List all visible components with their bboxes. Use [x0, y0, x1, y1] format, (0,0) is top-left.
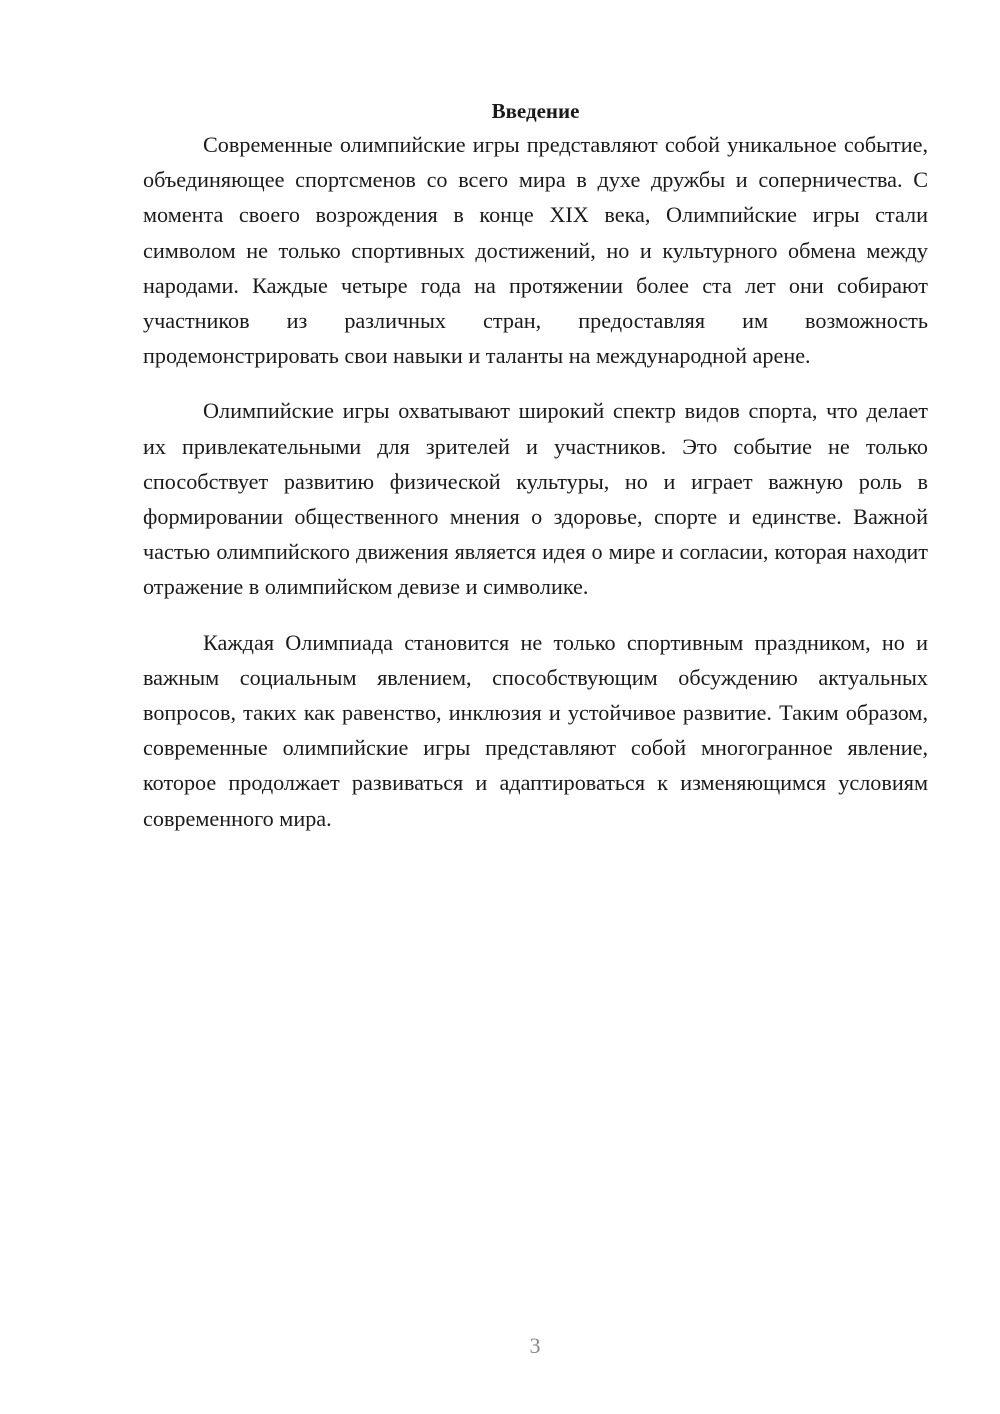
paragraph-1: Современные олимпийские игры представляют собой уникальное событие, объединяющее спортсменов со всего мира в духе дружбы и соперничества. С момента своего возрождения в конце XIX века, Олимпийские игры стали символом не только спортивных достижений, но и культурного обмена между народами. Каждые четыре года на протяжении более ста лет они собирают участников из различных стран, предоставляя им возможность продемонстрировать свои навыки и таланты на международной арене. [143, 132, 928, 369]
page-number: 3 [529, 1333, 541, 1358]
page-title: Введение [491, 99, 580, 123]
paragraph-2: Олимпийские игры охватывают широкий спектр видов спорта, что делает их привлекательными для зрителей и участников. Это событие не только способствует развитию физической культуры, но и играет важную роль в формировании общественного мнения о здоровье, спорте и единстве. Важной частью олимпийского движения является идея о мире и согласии, которая находит отражение в олимпийском девизе и символике. [143, 398, 928, 600]
paragraph-3: Каждая Олимпиада становится не только спортивным праздником, но и важным социальным явлением, способствующим обсуждению актуальных вопросов, таких как равенство, инклюзия и устойчивое развитие. Таким образом, современные олимпийские игры представляют собой многогранное явление, которое продолжает развиваться и адаптироваться к изменяющимся условиям современного мира. [143, 629, 928, 831]
page-content [143, 95, 928, 836]
